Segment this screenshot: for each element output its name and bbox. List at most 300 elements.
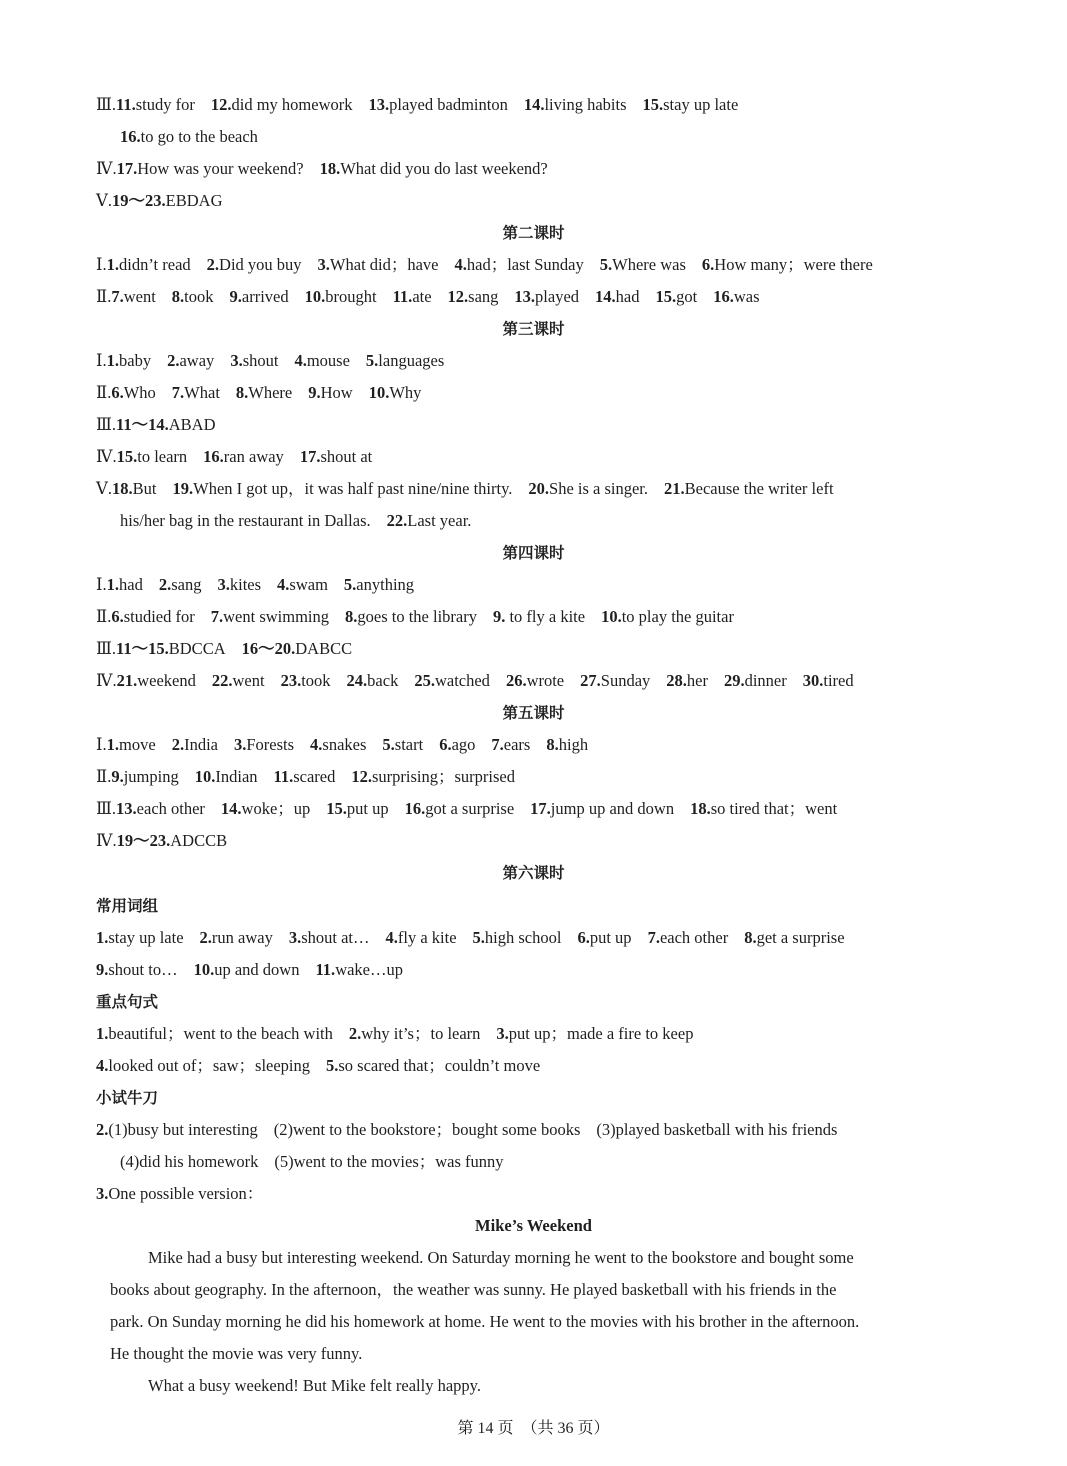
answer-text: went — [232, 671, 265, 690]
answer-number: 4. — [454, 255, 467, 274]
answer-text: ABAD — [168, 415, 216, 434]
answer-number: 20. — [528, 479, 550, 498]
answer-text: scared — [293, 767, 336, 786]
answer-text: put up — [589, 928, 632, 947]
answer-number: 1. — [106, 735, 120, 754]
answer-number: 11. — [273, 767, 294, 786]
answer-text: high — [558, 735, 589, 754]
answer-text: so scared that；couldn’t move — [338, 1056, 541, 1075]
answer-line — [120, 126, 987, 148]
answer-line — [96, 286, 987, 308]
answer-text: dinner — [744, 671, 787, 690]
answer-item — [530, 799, 674, 818]
answer-number: 17. — [299, 447, 321, 466]
answer-item — [643, 95, 739, 114]
answer-item — [96, 1120, 258, 1139]
answer-line — [96, 830, 987, 852]
answer-item — [382, 735, 423, 754]
answer-item — [211, 95, 353, 114]
answer-number: 14. — [523, 95, 545, 114]
answer-line — [96, 1183, 987, 1205]
answer-item — [274, 1120, 581, 1139]
answer-text: How — [320, 383, 353, 402]
answer-line — [96, 254, 987, 276]
answer-number: 2. — [96, 1120, 109, 1139]
answer-number: 28. — [666, 671, 687, 690]
answer-number: 9. — [229, 287, 242, 306]
answer-text: How was your weekend? — [137, 159, 304, 178]
answer-item — [369, 95, 508, 114]
answer-item — [277, 575, 328, 594]
answer-item — [242, 639, 352, 658]
answer-item — [713, 287, 759, 306]
answer-item — [96, 1056, 310, 1075]
answer-text: back — [367, 671, 399, 690]
answer-item — [308, 383, 352, 402]
answer-item — [386, 928, 457, 947]
answer-item — [230, 287, 289, 306]
answer-item — [120, 511, 371, 530]
answer-item — [111, 383, 155, 402]
page-footer: 第 14 页 （共 36 页） — [457, 1420, 610, 1437]
answer-number: 15. — [655, 287, 677, 306]
answer-number: 3. — [288, 928, 302, 947]
answer-item — [300, 447, 372, 466]
answer-item — [347, 671, 399, 690]
answer-number: 8. — [235, 383, 249, 402]
answer-text: looked out of；saw；sleeping — [108, 1056, 311, 1075]
answer-item — [212, 671, 265, 690]
lesson-heading: 第三课时 — [502, 320, 565, 338]
answer-number: 2. — [348, 1024, 362, 1043]
answer-text: ate — [412, 287, 432, 306]
answer-number: 2. — [167, 351, 180, 370]
answer-number: 12. — [351, 767, 372, 786]
answer-line — [96, 574, 987, 596]
answer-text: Forests — [246, 735, 295, 754]
answer-text: played badminton — [389, 95, 508, 114]
answer-text: played — [535, 287, 580, 306]
answer-item — [117, 447, 188, 466]
answer-number: 10. — [601, 607, 622, 626]
answer-line — [96, 446, 987, 468]
answer-text: She is a singer. — [549, 479, 649, 498]
answer-item — [310, 735, 366, 754]
answer-item — [496, 1024, 693, 1043]
answer-text: What did；have — [329, 255, 439, 274]
answer-number: 7. — [647, 928, 660, 947]
answer-text: to go to the beach — [140, 127, 258, 146]
answer-item — [112, 191, 222, 210]
answer-number: 11. — [315, 960, 336, 979]
answer-number: 4. — [385, 928, 398, 947]
essay-line: books about geography. In the afternoon，the weather was sunny. He played basketball with his friends in the — [110, 1280, 837, 1299]
answer-text: shout — [242, 351, 279, 370]
answer-text: living habits — [544, 95, 627, 114]
lesson-heading: 第二课时 — [502, 224, 565, 242]
answer-text: ADCCB — [170, 831, 228, 850]
answer-item — [111, 287, 155, 306]
answer-number: 9. — [96, 960, 109, 979]
answer-text: beautiful；went to the beach with — [108, 1024, 333, 1043]
answer-text: his/her bag in the restaurant in Dallas. — [120, 511, 371, 530]
answer-number: 22. — [386, 511, 408, 530]
answer-number: 16. — [404, 799, 426, 818]
answer-text: Because the writer left — [684, 479, 834, 498]
answer-item — [320, 159, 548, 178]
answer-item — [345, 607, 477, 626]
answer-item — [221, 799, 310, 818]
answer-line — [96, 638, 987, 660]
answer-item — [107, 575, 143, 594]
roman-numeral: Ⅰ. — [96, 735, 107, 754]
answer-item — [116, 799, 205, 818]
answer-item — [107, 255, 191, 274]
answer-number: 3. — [230, 351, 243, 370]
answer-text: up and down — [214, 960, 300, 979]
answer-text: ago — [451, 735, 476, 754]
answer-number: 5. — [472, 928, 485, 947]
answer-item — [217, 575, 261, 594]
answer-number: 14. — [595, 287, 616, 306]
answer-number: 15. — [642, 95, 664, 114]
answer-item — [803, 671, 854, 690]
roman-numeral: Ⅳ. — [96, 159, 117, 178]
answer-number: 3. — [217, 575, 230, 594]
answer-text: ran away — [223, 447, 284, 466]
answer-text: stay up late — [663, 95, 739, 114]
roman-numeral: Ⅰ. — [96, 575, 107, 594]
answer-item — [369, 383, 422, 402]
lesson-heading: 第五课时 — [502, 704, 565, 722]
answer-text: surprising；surprised — [372, 767, 515, 786]
answer-number: 4. — [96, 1056, 109, 1075]
answer-item — [493, 607, 585, 626]
roman-numeral: Ⅲ. — [96, 799, 117, 818]
answer-text: watched — [434, 671, 490, 690]
answer-item — [439, 735, 475, 754]
answer-item — [172, 383, 220, 402]
answer-number: 19～23. — [112, 191, 166, 210]
answer-text: sang — [171, 575, 202, 594]
answer-text: BDCCA — [168, 639, 226, 658]
answer-item — [117, 159, 304, 178]
answer-text: Indian — [215, 767, 258, 786]
answer-text: (5)went to the movies；was funny — [274, 1152, 504, 1171]
answer-number: 18. — [690, 799, 711, 818]
answer-number: 12. — [210, 95, 232, 114]
answer-text: shout at… — [301, 928, 370, 947]
answer-text: to fly a kite — [505, 607, 586, 626]
roman-numeral: Ⅱ. — [96, 287, 112, 306]
answer-line — [96, 1055, 987, 1077]
roman-numeral: Ⅰ. — [96, 351, 107, 370]
roman-numeral: Ⅴ. — [96, 191, 113, 210]
answer-number: 13. — [116, 799, 137, 818]
answer-item — [111, 767, 178, 786]
answer-number: 16. — [120, 127, 141, 146]
answer-item — [211, 607, 329, 626]
answer-item — [236, 383, 292, 402]
answer-item — [116, 415, 215, 434]
answer-line — [96, 766, 987, 788]
answer-item — [349, 1024, 481, 1043]
roman-numeral: Ⅲ. — [96, 639, 117, 658]
answer-item — [117, 671, 196, 690]
answer-text: didn’t read — [119, 255, 191, 274]
roman-numeral: Ⅳ. — [96, 447, 117, 466]
answer-item — [116, 639, 226, 658]
answer-item — [172, 287, 214, 306]
section-heading: 常用词组 — [96, 897, 159, 915]
answer-text: DABCC — [295, 639, 353, 658]
answer-text: went swimming — [223, 607, 329, 626]
answer-number: 11. — [392, 287, 413, 306]
roman-numeral: Ⅳ. — [96, 831, 117, 850]
answer-item — [315, 960, 403, 979]
essay-line: Mike had a busy but interesting weekend. On Saturday morning he went to the bookstore and bought some — [148, 1248, 854, 1267]
answer-number: 5. — [326, 1056, 339, 1075]
answer-number: 1. — [106, 255, 120, 274]
answer-item — [318, 255, 439, 274]
answer-text: her — [686, 671, 708, 690]
essay-line: What a busy weekend! But Mike felt really happy. — [148, 1376, 481, 1395]
answer-item — [601, 607, 734, 626]
section-heading: 重点句式 — [96, 993, 159, 1011]
answer-text: India — [184, 735, 218, 754]
answer-number: 5. — [365, 351, 379, 370]
answer-number: 1. — [106, 575, 120, 594]
answer-number: 8. — [744, 928, 757, 947]
answer-text: why it’s；to learn — [361, 1024, 481, 1043]
answer-text: fly a kite — [397, 928, 457, 947]
answer-item — [230, 351, 278, 370]
answer-number: 16. — [203, 447, 224, 466]
answer-item — [289, 928, 370, 947]
answer-number: 2. — [171, 735, 185, 754]
answer-number: 8. — [546, 735, 559, 754]
answer-item — [112, 479, 156, 498]
answer-line — [96, 670, 987, 692]
answer-number: 9. — [111, 767, 124, 786]
answer-text: Where — [248, 383, 293, 402]
answer-item — [96, 928, 184, 947]
answer-text: Last year. — [407, 511, 472, 530]
answer-line — [96, 350, 987, 372]
section-heading: 小试牛刀 — [96, 1089, 159, 1107]
answer-number: 8. — [345, 607, 358, 626]
answer-number: 19. — [172, 479, 194, 498]
answer-text: got — [676, 287, 698, 306]
answer-text: had — [119, 575, 143, 594]
answer-item — [200, 928, 273, 947]
answer-number: 1. — [96, 928, 109, 947]
answer-number: 6. — [111, 607, 124, 626]
answer-number: 6. — [577, 928, 590, 947]
answer-text: high school — [484, 928, 562, 947]
answer-text: put up；made a fire to keep — [508, 1024, 694, 1043]
lesson-heading: 第六课时 — [502, 864, 565, 882]
answer-text: (4)did his homework — [120, 1152, 259, 1171]
answer-text: shout at — [320, 447, 373, 466]
essay-line: park. On Sunday morning he did his homework at home. He went to the movies with his brother in the afternoon. — [110, 1312, 860, 1331]
answer-line — [96, 382, 987, 404]
answer-number: 3. — [496, 1024, 509, 1043]
answer-text: anything — [356, 575, 415, 594]
answer-number: 14. — [220, 799, 242, 818]
answer-item — [393, 287, 432, 306]
answer-item — [116, 95, 195, 114]
essay-title: Mike’s Weekend — [475, 1216, 592, 1235]
answer-item — [234, 735, 294, 754]
answer-text: run away — [211, 928, 273, 947]
answer-text: took — [301, 671, 331, 690]
answer-item — [274, 767, 336, 786]
answer-number: 6. — [439, 735, 452, 754]
answer-text: How many；were there — [714, 255, 873, 274]
answer-number: 2. — [206, 255, 220, 274]
answer-number: 29. — [723, 671, 745, 690]
answer-item — [448, 287, 499, 306]
answer-number: 18. — [112, 479, 133, 498]
answer-text: wake…up — [335, 960, 404, 979]
answer-text: ears — [503, 735, 531, 754]
answer-text: start — [394, 735, 424, 754]
answer-item — [96, 960, 178, 979]
answer-number: 11. — [116, 95, 136, 114]
answer-item — [111, 607, 194, 626]
answer-number: 2. — [199, 928, 212, 947]
answer-item — [702, 255, 873, 274]
answer-text: woke；up — [241, 799, 311, 818]
answer-line — [120, 1151, 987, 1173]
answer-item — [326, 1056, 540, 1075]
answer-text: brought — [325, 287, 377, 306]
roman-numeral: Ⅲ. — [96, 95, 117, 114]
answer-number: 10. — [304, 287, 326, 306]
answer-line — [96, 734, 987, 756]
answer-item — [117, 831, 227, 850]
answer-item — [173, 479, 513, 498]
answer-number: 1. — [106, 351, 120, 370]
answer-text: (1)busy but interesting — [108, 1120, 258, 1139]
answer-item — [596, 1120, 837, 1139]
answer-item — [281, 671, 331, 690]
answer-number: 24. — [346, 671, 368, 690]
answer-text: did my homework — [231, 95, 353, 114]
answer-item — [203, 447, 284, 466]
answer-item — [405, 799, 515, 818]
roman-numeral: Ⅱ. — [96, 607, 112, 626]
answer-text: put up — [346, 799, 389, 818]
answer-text: got a surprise — [425, 799, 515, 818]
answer-text: get a surprise — [756, 928, 845, 947]
answer-item — [172, 735, 218, 754]
answer-text: One possible version： — [108, 1184, 264, 1203]
answer-number: 12. — [447, 287, 469, 306]
answer-number: 22. — [211, 671, 233, 690]
answer-number: 6. — [701, 255, 715, 274]
answer-text: sang — [468, 287, 499, 306]
answer-item — [744, 928, 844, 947]
answer-item — [524, 95, 627, 114]
answer-number: 5. — [343, 575, 357, 594]
answer-number: 5. — [382, 735, 395, 754]
answer-text: kites — [229, 575, 262, 594]
answer-number: 13. — [514, 287, 536, 306]
answer-number: 7. — [491, 735, 504, 754]
answer-text: wrote — [526, 671, 565, 690]
answer-text: Sunday — [600, 671, 651, 690]
answer-item — [351, 767, 515, 786]
answer-number: 17. — [116, 159, 138, 178]
answer-line — [96, 414, 987, 436]
answer-text: Where was — [612, 255, 686, 274]
answer-text: away — [179, 351, 215, 370]
answer-number: 21. — [116, 671, 138, 690]
answer-item — [120, 1152, 258, 1171]
answer-item — [577, 928, 631, 947]
answer-line — [96, 606, 987, 628]
answer-item — [473, 928, 562, 947]
answer-text: jumping — [123, 767, 179, 786]
answer-item — [305, 287, 377, 306]
answer-text: baby — [119, 351, 152, 370]
answer-number: 15. — [116, 447, 138, 466]
answer-text: EBDAG — [165, 191, 223, 210]
answer-text: jump up and down — [550, 799, 675, 818]
answer-text: went — [123, 287, 156, 306]
essay-line: He thought the movie was very funny. — [110, 1344, 363, 1363]
answer-item — [528, 479, 648, 498]
answer-text: snakes — [322, 735, 367, 754]
answer-number: 23. — [280, 671, 302, 690]
roman-numeral: Ⅱ. — [96, 383, 112, 402]
answer-number: 18. — [319, 159, 341, 178]
answer-item — [294, 351, 349, 370]
answer-text: But — [132, 479, 157, 498]
answer-text: each other — [136, 799, 205, 818]
answer-text: swam — [289, 575, 328, 594]
answer-line — [96, 1119, 987, 1141]
answer-number: 17. — [530, 799, 551, 818]
answer-number: 4. — [277, 575, 290, 594]
answer-text: What — [184, 383, 220, 402]
answer-text: Why — [389, 383, 422, 402]
answer-number: 5. — [599, 255, 613, 274]
answer-number: 7. — [210, 607, 224, 626]
answer-line — [96, 1023, 987, 1045]
answer-text: (3)played basketball with his friends — [596, 1120, 838, 1139]
answer-item — [167, 351, 214, 370]
answer-item — [366, 351, 444, 370]
answer-text: to learn — [137, 447, 188, 466]
answer-line — [96, 959, 987, 981]
answer-text: weekend — [137, 671, 196, 690]
answer-number: 21. — [664, 479, 685, 498]
answer-item — [194, 960, 300, 979]
answer-number: 10. — [194, 767, 216, 786]
answer-number: 16～20. — [241, 639, 296, 658]
answer-number: 7. — [171, 383, 185, 402]
answer-text: studied for — [123, 607, 195, 626]
answer-line — [96, 927, 987, 949]
roman-numeral: Ⅰ. — [96, 255, 107, 274]
answer-text: stay up late — [108, 928, 184, 947]
answer-item — [546, 735, 588, 754]
answer-item — [595, 287, 639, 306]
answer-text: goes to the library — [357, 607, 477, 626]
